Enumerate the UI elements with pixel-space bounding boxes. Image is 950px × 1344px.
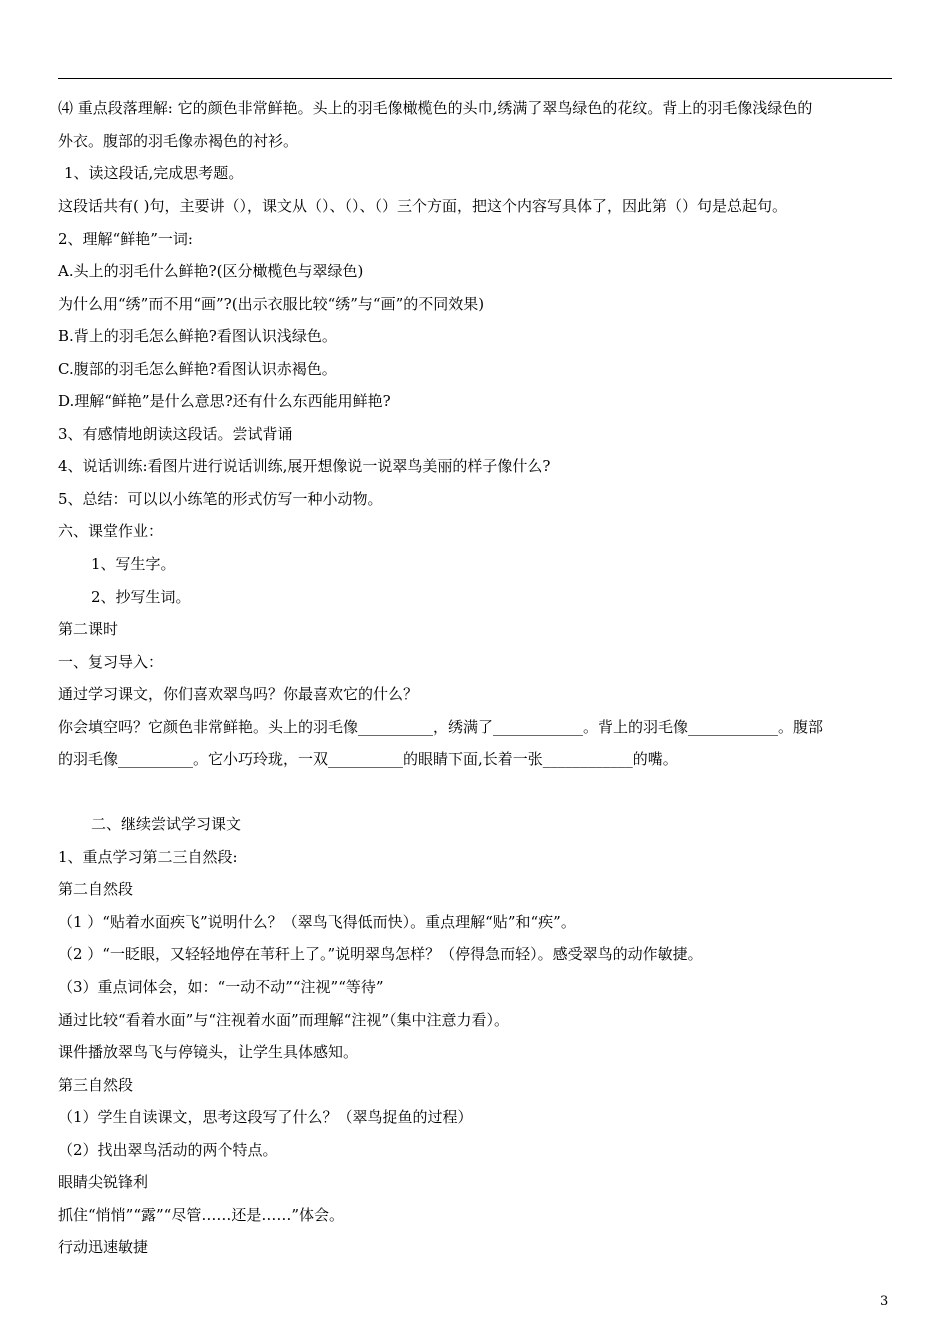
text-line: D.理解“鲜艳”是什么意思?还有什么东西能用鲜艳? xyxy=(58,392,391,410)
section-heading: 二、继续尝试学习课文 xyxy=(91,815,242,833)
text-line: 4、说话训练:看图片进行说话训练,展开想像说一说翠鸟美丽的样子像什么? xyxy=(58,457,551,475)
text-line: ⑷ 重点段落理解: 它的颜色非常鲜艳。头上的羽毛像橄榄色的头巾,绣满了翠鸟绿色的花纹。背上的羽毛像浅绿色的 xyxy=(58,99,813,117)
text-line: 1、写生字。 xyxy=(91,555,176,573)
text-line: 第二自然段 xyxy=(58,880,134,898)
text-line: 通过比较“看着水面”与“注视着水面”而理解“注视”（集中注意力看）。 xyxy=(58,1011,510,1029)
text-line: 为什么用“绣”而不用“画”?(出示衣服比较“绣”与“画”的不同效果) xyxy=(58,295,485,313)
text-line: 2、抄写生词。 xyxy=(91,588,191,606)
text-line: 行动迅速敏捷 xyxy=(58,1238,149,1256)
text-line: 1、读这段话,完成思考题。 xyxy=(64,164,244,182)
text-line: 3、有感情地朗读这段话。尝试背诵 xyxy=(58,425,293,443)
text-line: 外衣。腹部的羽毛像赤褐色的衬衫。 xyxy=(58,132,299,150)
text-line: 第三自然段 xyxy=(58,1076,134,1094)
section-heading: 六、课堂作业： xyxy=(58,522,164,540)
section-heading: 一、复习导入： xyxy=(58,653,164,671)
text-line: （2 ）“一眨眼，又轻轻地停在苇秆上了。”说明翠鸟怎样？（停得急而轻）。感受翠鸟的动作敏捷。 xyxy=(58,945,703,963)
page-number: 3 xyxy=(880,1294,889,1309)
text-line: 课件播放翠鸟飞与停镜头，让学生具体感知。 xyxy=(58,1043,359,1061)
text-line: （1）学生自读课文，思考这段写了什么？（翠鸟捉鱼的过程） xyxy=(58,1108,473,1126)
fill-in-blank-line: 的羽毛像__________。它小巧玲珑，一双__________的眼睛下面,长着一张____________的嘴。 xyxy=(58,750,678,768)
text-line: B.背上的羽毛怎么鲜艳?看图认识浅绿色。 xyxy=(58,327,337,345)
section-heading: 第二课时 xyxy=(58,620,119,638)
text-line: 这段话共有( )句，主要讲（），课文从（）、（）、（）三个方面，把这个内容写具体了，因此第（）句是总起句。 xyxy=(58,197,787,215)
text-line: A.头上的羽毛什么鲜艳?(区分橄榄色与翠绿色) xyxy=(58,262,364,280)
text-line: 通过学习课文，你们喜欢翠鸟吗？你最喜欢它的什么？ xyxy=(58,685,419,703)
text-line: （3）重点词体会，如：“一动不动”“注视”“等待” xyxy=(58,978,384,996)
text-line: 1、重点学习第二三自然段: xyxy=(58,848,238,866)
text-line: 2、理解“鲜艳”一词: xyxy=(58,230,193,248)
text-line: 抓住“悄悄”“露”“尽管……还是……”体会。 xyxy=(58,1206,345,1224)
text-line: C.腹部的羽毛怎么鲜艳?看图认识赤褐色。 xyxy=(58,360,337,378)
text-line: 5、总结：可以以小练笔的形式仿写一种小动物。 xyxy=(58,490,383,508)
text-line: 眼睛尖锐锋利 xyxy=(58,1173,149,1191)
header-rule xyxy=(58,78,892,79)
fill-in-blank-line: 你会填空吗？它颜色非常鲜艳。头上的羽毛像__________，绣满了____________。背上的羽毛像____________。腹部 xyxy=(58,718,824,736)
text-line: （1 ）“贴着水面疾飞”说明什么？（翠鸟飞得低而快）。重点理解“贴”和“疾”。 xyxy=(58,913,576,931)
text-line: （2）找出翠鸟活动的两个特点。 xyxy=(58,1141,278,1159)
